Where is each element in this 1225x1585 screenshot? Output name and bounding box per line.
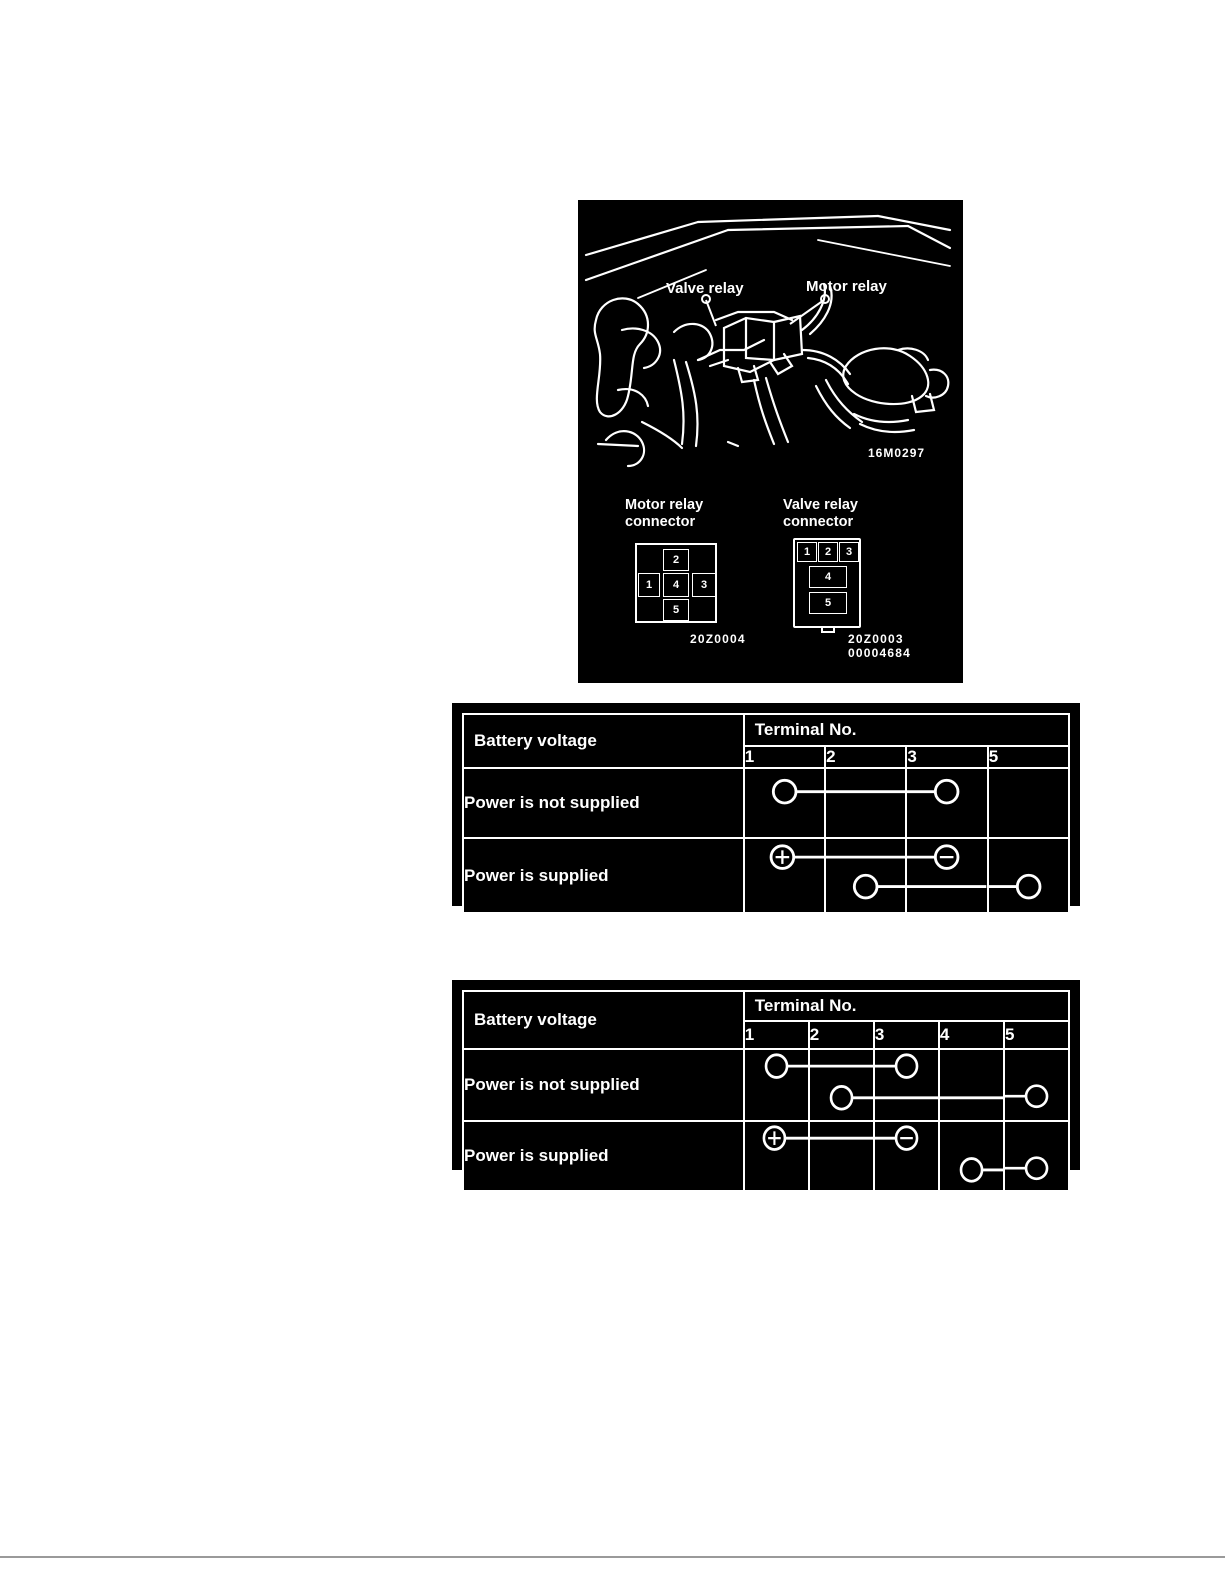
valve-connector-tab bbox=[821, 627, 835, 633]
table-header-row bbox=[463, 991, 1069, 1021]
valve-relay-connector-title bbox=[783, 497, 858, 531]
terminal-mark-minus bbox=[875, 1120, 938, 1188]
col-header-5: 5 bbox=[1004, 1021, 1069, 1049]
mark-cell bbox=[988, 838, 1069, 913]
motor-relay-continuity-table-panel bbox=[452, 703, 1080, 906]
terminal-mark-circle bbox=[907, 769, 986, 832]
figure-code-valve-connector: 20Z0003 bbox=[848, 632, 904, 646]
valve-relay-connector-title-line2: connector bbox=[783, 514, 854, 530]
row-label-power-supplied: Power is supplied bbox=[463, 838, 744, 913]
table-row bbox=[463, 1049, 1069, 1121]
header-cell-battery-voltage: Battery voltage bbox=[463, 714, 744, 768]
mark-cell bbox=[939, 1049, 1004, 1121]
figure-code-photo: 16M0297 bbox=[868, 446, 926, 460]
col-header-5: 5 bbox=[988, 746, 1069, 768]
figure-code-valve-connector-secondary: 00004684 bbox=[848, 646, 911, 660]
terminal-mark-circle bbox=[745, 769, 824, 832]
col-header-2: 2 bbox=[825, 746, 906, 768]
terminal-mark-plus bbox=[745, 839, 824, 907]
motor-connector-pin-5: 5 bbox=[663, 599, 689, 621]
page-footer-rule bbox=[0, 1556, 1225, 1558]
table-header-row bbox=[463, 714, 1069, 746]
valve-relay-continuity-table-panel bbox=[452, 980, 1080, 1170]
mark-cell-empty bbox=[988, 768, 1069, 838]
mark-cell bbox=[1004, 1049, 1069, 1121]
terminal-mark-circle bbox=[989, 839, 1068, 907]
mark-cell bbox=[809, 1121, 874, 1191]
terminal-mark-circle bbox=[810, 1048, 873, 1118]
valve-connector-pin-4: 4 bbox=[809, 566, 847, 588]
mark-cell bbox=[939, 1121, 1004, 1191]
col-header-3: 3 bbox=[906, 746, 987, 768]
mark-cell bbox=[906, 768, 987, 838]
terminal-link-line bbox=[826, 769, 905, 832]
terminal-mark-minus bbox=[907, 839, 986, 907]
relay-location-illustration bbox=[578, 200, 963, 683]
col-header-3: 3 bbox=[874, 1021, 939, 1049]
header-cell-terminal-no: Terminal No. bbox=[744, 714, 1069, 746]
header-cell-terminal-no: Terminal No. bbox=[744, 991, 1069, 1021]
motor-connector-pin-4: 4 bbox=[663, 573, 689, 597]
motor-relay-connector-title-line2: connector bbox=[625, 514, 696, 530]
valve-connector-pin-1: 1 bbox=[797, 542, 817, 562]
motor-relay-connector-diagram bbox=[635, 543, 717, 623]
callout-motor-relay: Motor relay bbox=[806, 278, 887, 295]
terminal-link-line bbox=[940, 1048, 1003, 1118]
motor-connector-pin-1: 1 bbox=[638, 573, 660, 597]
mark-cell bbox=[744, 838, 825, 913]
terminal-mark-circle bbox=[875, 1048, 938, 1118]
terminal-mark-circle bbox=[1005, 1122, 1068, 1185]
valve-relay-connector-title-line1: Valve relay bbox=[783, 497, 858, 513]
terminal-mark-circle bbox=[826, 839, 905, 907]
mark-cell bbox=[1004, 1121, 1069, 1191]
motor-connector-pin-3: 3 bbox=[692, 573, 716, 597]
header-cell-battery-voltage: Battery voltage bbox=[463, 991, 744, 1049]
valve-connector-pin-2: 2 bbox=[818, 542, 838, 562]
row-label-power-not-supplied: Power is not supplied bbox=[463, 768, 744, 838]
motor-relay-continuity-table bbox=[462, 713, 1070, 914]
valve-relay-connector-diagram bbox=[793, 538, 861, 628]
mark-cell bbox=[906, 838, 987, 913]
terminal-mark-circle bbox=[745, 1048, 808, 1118]
mark-cell bbox=[809, 1049, 874, 1121]
mark-cell bbox=[825, 768, 906, 838]
table-row bbox=[463, 1121, 1069, 1191]
mark-cell bbox=[744, 768, 825, 838]
mark-cell bbox=[825, 838, 906, 913]
table-row bbox=[463, 768, 1069, 838]
motor-connector-pin-2: 2 bbox=[663, 549, 689, 571]
terminal-mark-circle bbox=[940, 1120, 1003, 1188]
col-header-1: 1 bbox=[744, 746, 825, 768]
terminal-mark-circle bbox=[1005, 1050, 1068, 1115]
valve-connector-pin-3: 3 bbox=[839, 542, 859, 562]
table-row bbox=[463, 838, 1069, 913]
col-header-4: 4 bbox=[939, 1021, 1004, 1049]
row-label-power-supplied: Power is supplied bbox=[463, 1121, 744, 1191]
valve-relay-continuity-table bbox=[462, 990, 1070, 1192]
motor-relay-connector-title bbox=[625, 497, 703, 531]
motor-relay-connector-title-line1: Motor relay bbox=[625, 497, 704, 513]
callout-valve-relay: Valve relay bbox=[666, 280, 744, 297]
mark-cell bbox=[744, 1049, 809, 1121]
mark-cell bbox=[744, 1121, 809, 1191]
col-header-1: 1 bbox=[744, 1021, 809, 1049]
valve-connector-pin-5: 5 bbox=[809, 592, 847, 614]
terminal-mark-plus bbox=[745, 1120, 808, 1188]
terminal-link-line bbox=[810, 1120, 873, 1188]
col-header-2: 2 bbox=[809, 1021, 874, 1049]
figure-code-motor-connector: 20Z0004 bbox=[690, 632, 746, 646]
mark-cell bbox=[874, 1121, 939, 1191]
row-label-power-not-supplied: Power is not supplied bbox=[463, 1049, 744, 1121]
mark-cell bbox=[874, 1049, 939, 1121]
